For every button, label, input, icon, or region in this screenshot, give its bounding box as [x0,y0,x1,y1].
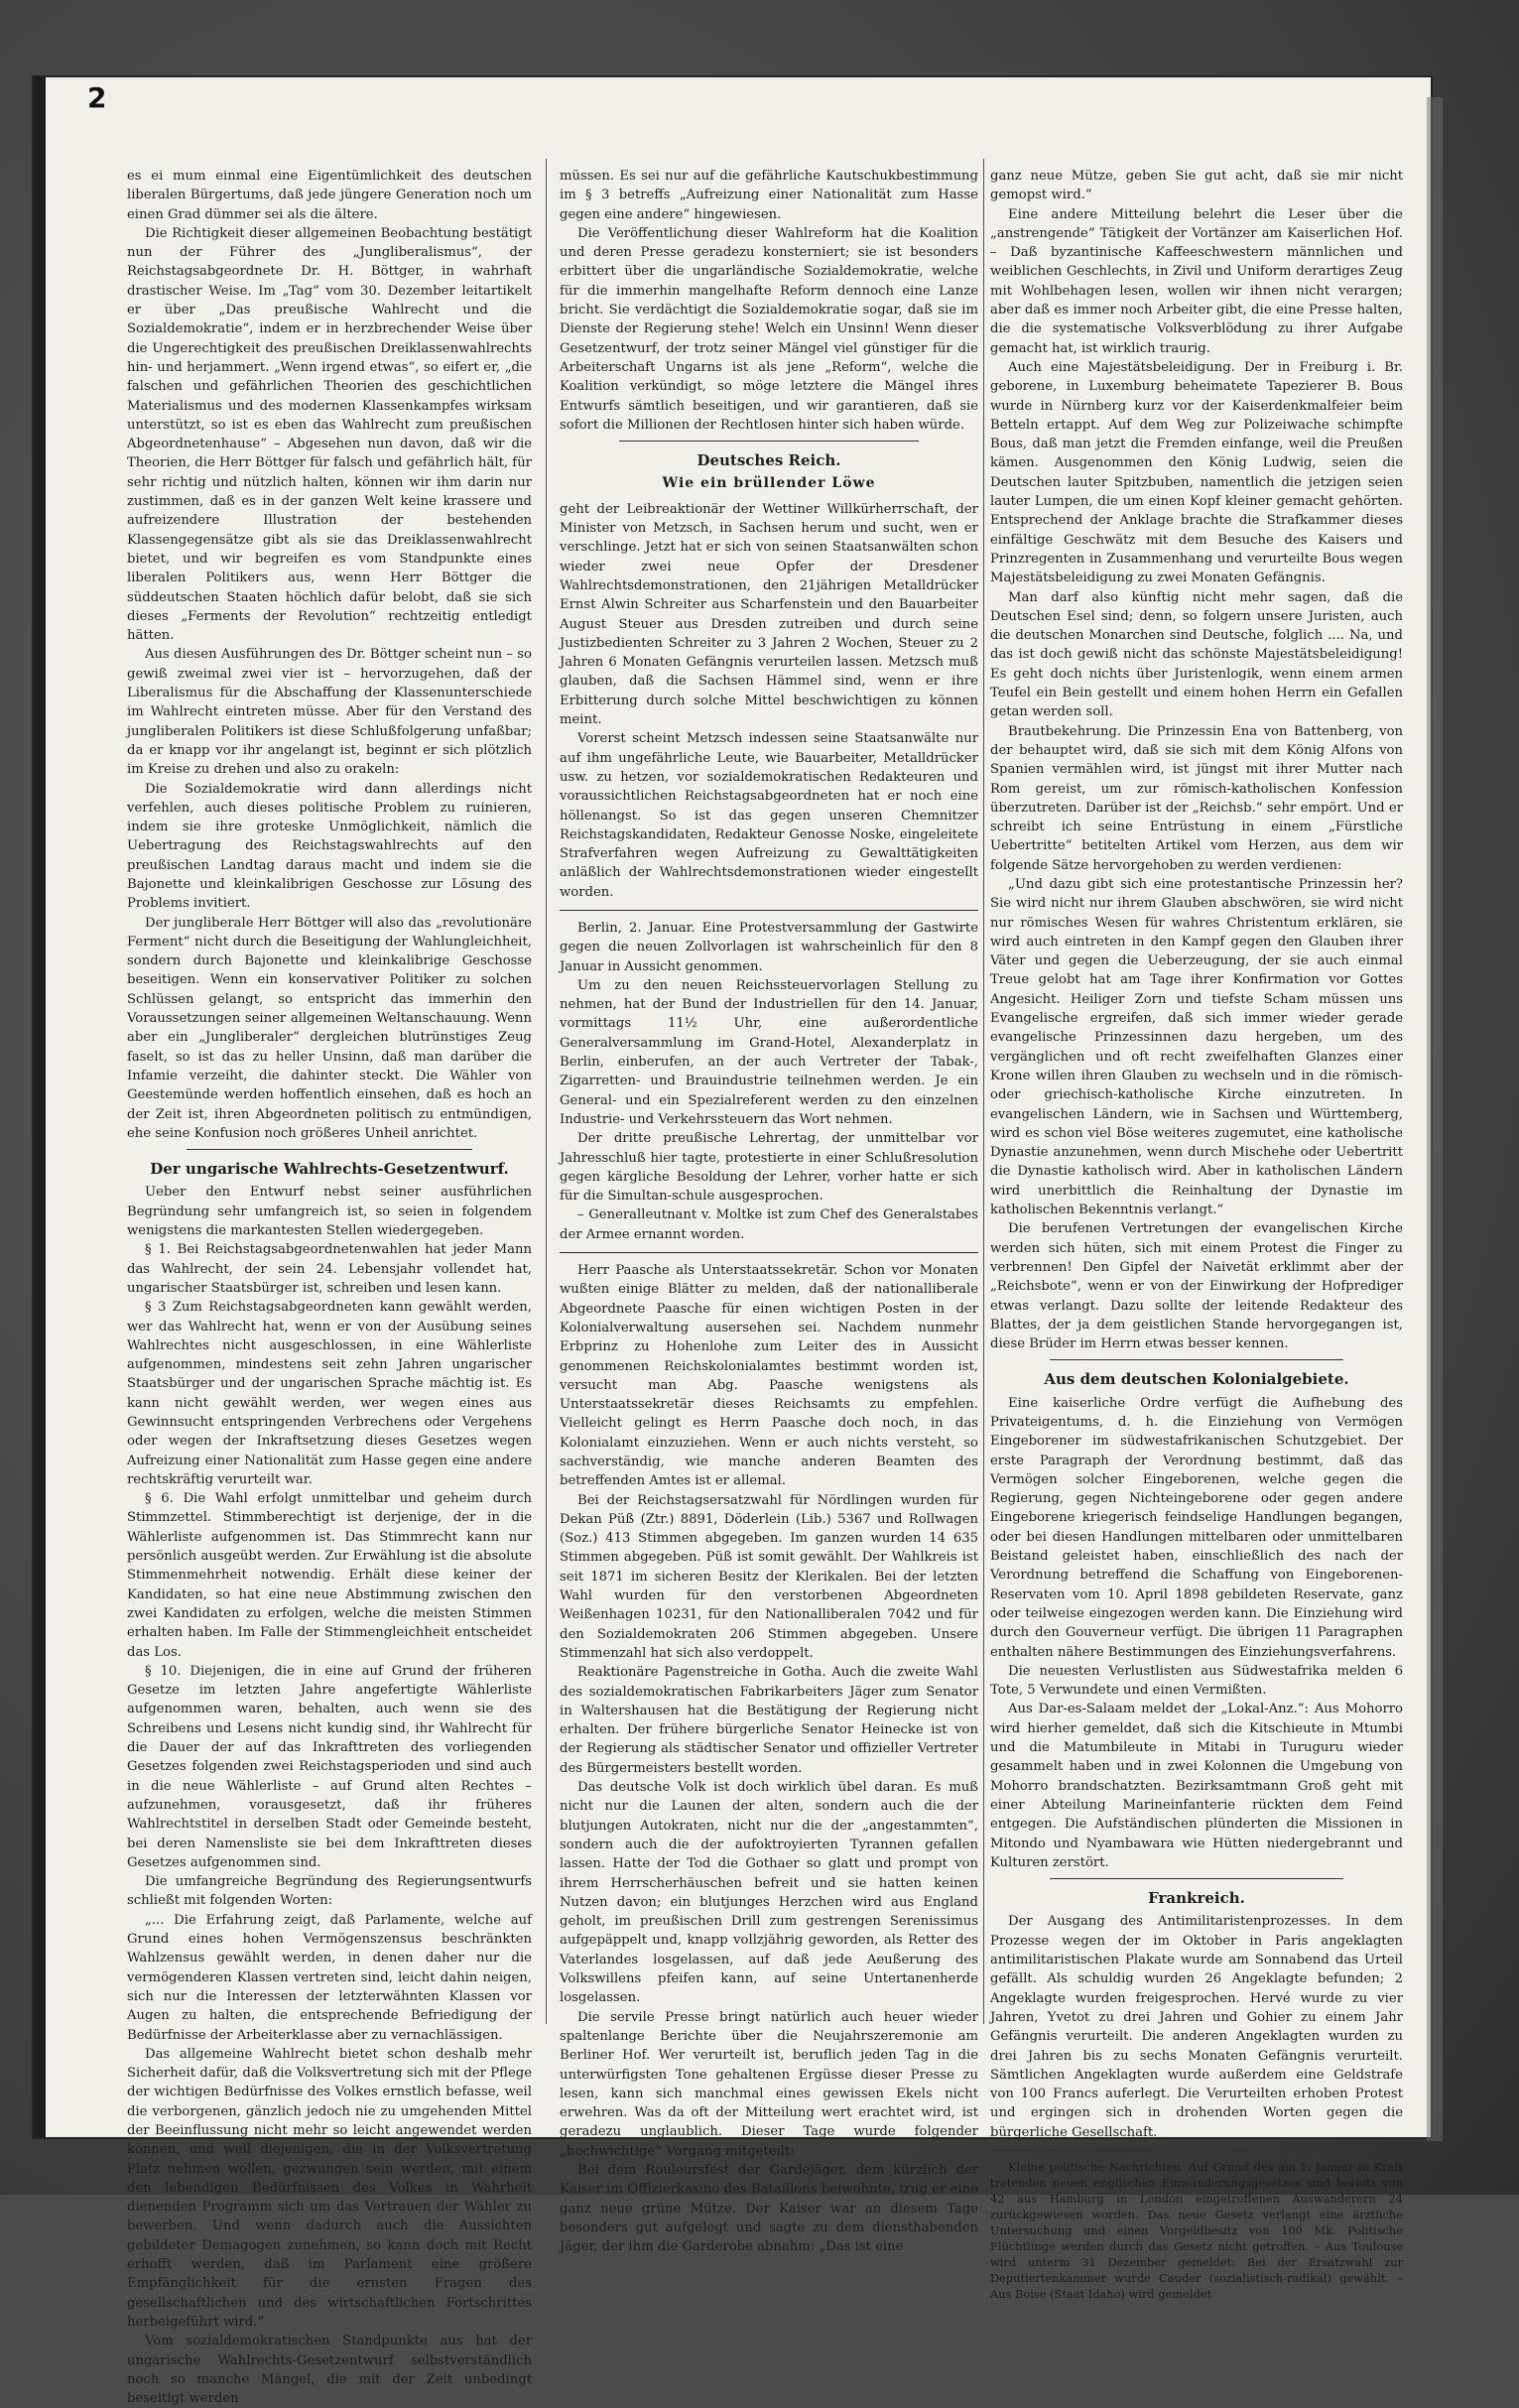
separator [560,910,978,911]
article-paragraph: § 10. Diejenigen, die in eine auf Grund der früheren Gesetze im letzten Jahre angefertigte Wählerliste aufgenommen waren, behalten, auch wenn sie des Schreibens und Lesens nicht kundig sind, ihr Wahlrecht für die Dauer der auf das Inkrafttreten des vorliegenden Gesetzes folgenden zwei Reichstagsperioden und sind auch in die neue Wählerliste – auf Grund alten Rechtes – aufzunehmen, vorausgesetzt, daß ihr früheres Wahlrechtstitel in derselben Stadt oder Gemeinde besteht, bei deren Namensliste sie bei dem Inkrafttreten dieses Gesetzes aufgenommen sind. [127,1663,532,1870]
article-paragraph: Die berufenen Vertretungen der evangelischen Kirche werden sich hüten, sich mit einem Protest die Finger zu verbrennen! Den Gipfel der Naivetät erklimmt aber der „Reichsbote“, wenn er von der Einwirkung der Hofprediger etwas verlangt. Dazu sollte der leitende Redakteur des Blattes, der ja dem geistlichen Stande hervorgegangen ist, diese Brüder im Herrn etwas besser kennen. [990,1221,1403,1352]
page-number: 2 [87,81,107,114]
column-rule [983,159,984,2024]
heading-deutsches-reich: Deutsches Reich. [696,451,841,470]
article-paragraph: Vom sozialdemokratischen Standpunkte aus hat der ungarische Wahlrechts-Gesetzentwurf selbstverständlich noch so manche Mängel, die mit der Zeit unbedingt beseitigt werden [127,2334,532,2407]
article-paragraph: ganz neue Mütze, geben Sie gut acht, daß sie mir nicht gemopst wird.“ [990,169,1403,203]
article-paragraph: geht der Leibreaktionär der Wettiner Willkürherrschaft, der Minister von Metzsch, in Sachsen herum und sucht, wen er verschlinge. Jetzt hat er sich von seinen Staatsanwälten schon wieder zwei neue Opfer der Dresdener Wahlrechtsdemonstrationen, den 21jährigen Metalldrücker Ernst Alwin Schreiter aus Scharfenstein und den Bauarbeiter August Steuer aus Dresden zutreiben und durch seine Justizbedienten Schreiter zu 3 Jahren 2 Wochen, Steuer zu 2 Jahren 6 Monaten Gefängnis verurteilen lassen. Metzsch muß glauben, daß die Sachsen Hämmel sind, wenn er ihre Erbitterung durch solche Mittel beschwichtigen zu können meint. [560,501,978,728]
news-item: Bei der Reichstagsersatzwahl für Nördlingen wurden für Dekan Püß (Ztr.) 8891, Döderlein (Lib.) 5367 und Rollwagen (Soz.) 413 Stimmen abgegeben. Im ganzen wurden 14 635 Stimmen abgegeben. Püß ist somit gewählt. Der Wahlkreis ist seit 1871 im sicheren Besitz der Klerikalen. Bei der letzten Wahl wurden für den verstorbenen Abgeordneten Weißenhagen 10231, für den Nationalliberalen 7042 und für den Sozialdemokraten 206 Stimmen abgegeben. Unsere Stimmenzahl hat sich also verdoppelt. [560,1492,978,1661]
separator [619,441,919,442]
article-paragraph: müssen. Es sei nur auf die gefährliche Kautschukbestimmung im § 3 betreffs „Aufreizung einer Nationalität zum Hasse gegen eine andere“ hingewiesen. [560,169,978,222]
news-item: Auch eine Majestätsbeleidigung. Der in Freiburg i. Br. geborene, in Luxemburg beheimatete Tapezierer B. Bous wurde in Nürnberg kurz vor der Kaiserdenkmalfeier beim Betteln ertappt. Auf dem Weg zur Polizeiwache schimpfte Bous, daß man jetzt die Fremden einfange, weil die Preußen kämen. Ausgenommen den König Ludwig, seien die Deutschen lauter Spitzbuben, namentlich die jetzigen seien lauter Lumpen, die um einen Kopf kleiner gemacht gehörten. Entsprechend der Anklage brachte die Strafkammer dieses einfältige Geschwätz mit dem Besuche des Kaisers und Prinzregenten in Zusammenhang und verurteilte Bous wegen Majestätsbeleidigung zu zwei Monaten Gefängnis. [990,359,1403,586]
separator [1050,1359,1343,1360]
news-item: – Generalleutnant v. Moltke ist zum Chef des Generalstabes der Armee ernannt worden. [560,1207,978,1242]
news-item: Der Ausgang des Antimilitaristenprozesses. In dem Prozesse wegen der im Oktober in Paris angeklagten antimilitaristischen Plakate wurde am Sonnabend das Urteil gefällt. Als schuldig wurden 26 Angeklagte befunden; 2 Angeklagte wurden freigesprochen. Hervé wurde zu vier Jahren, Yvetot zu drei Jahren und Gohier zu einem Jahr Gefängnis verurteilt. Die anderen Angeklagten wurden zu drei Jahren bis zu sechs Monaten Gefängnis verurteilt. Sämtlichen Angeklagten wurde außerdem eine Geldstrafe von 100 Francs auferlegt. Die Verurteilten erhoben Protest und ergingen sich in drohenden Worten gegen die bürgerliche Gesellschaft. [990,1914,1403,2140]
heading-kolonialgebiete: Aus dem deutschen Kolonialgebiete. [1044,1370,1349,1389]
article-paragraph: Die Veröffentlichung dieser Wahlreform hat die Koalition und deren Presse geradezu konsterniert; sie ist besonders erbittert über die ungarländische Sozialdemokratie, welche für die immerhin mangelhafte Reform dennoch eine Lanze bricht. Sie verdächtigt die Sozialdemokratie sogar, daß sie im Dienste der Regierung stehe! Welch ein Unsinn! Wenn dieser Gesetzentwurf, der trotz seiner Mängel viel günstiger für die Arbeiterschaft Ungarns ist als jene „Reform“, welche die Koalition verkündigt, so möge letztere die Mängel ihres Entwurfs sämtlich beseitigen, und wir garantieren, daß sie sofort die Millionen der Rechtlosen hinter sich haben würde. [560,225,978,433]
news-item: Reaktionäre Pagenstreiche in Gotha. Auch die zweite Wahl des sozialdemokratischen Fabrikarbeiters Jäger zum Senator in Waltershausen hat die Bestätigung der Regierung nicht erhalten. Der frühere bürgerliche Senator Heinecke ist von der Regierung als städtischer Senator und offizieller Vertreter des Bürgermeisters bestellt worden. [560,1665,978,1776]
heading-bruellender-loewe: Wie ein brüllender Löwe [662,475,876,492]
article-quote: „... Die Erfahrung zeigt, daß Parlamente, welche auf Grund eines hohen Vermögenszensus beschränkten Wahlzensus gewählt werden, in denen daher nur die vermögenderen Klassen vertreten sind, leicht dahin neigen, sich nur die Interessen der letzterwähnten Klassen vor Augen zu halten, die entsprechende Befriedigung der Bedürfnisse der Arbeiterklasse aber zu vernachlässigen. [127,1912,532,2043]
news-item: Der dritte preußische Lehrertag, der unmittelbar vor Jahresschluß hier tagte, protestierte in einer Schlußresolution gegen kärgliche Besoldung der Lehrer, vorher hatte er sich für die Simultan-schule ausgesprochen. [560,1131,978,1204]
news-item: Eine kaiserliche Ordre verfügt die Aufhebung des Privateigentums, d. h. die Einziehung von Vermögen Eingeborener im südwestafrikanischen Schutzgebiet. Der erste Paragraph der Verordnung bestimmt, daß das Vermögen solcher Eingeborenen, welche gegen die Regierung, gegen Nichteingeborene oder gegen andere Eingeborene kriegerisch feindselige Handlungen begangen, oder bei diesen Handlungen mittelbaren oder unmittelbaren Beistand geleistet haben, einschließlich des nach der Verordnung betreffend die Schaffung von Eingeborenen-Reservaten vom 10. April 1898 gebildeten Reservate, ganz oder teilweise eingezogen werden kann. Die Einziehung wird durch den Gouverneur verfügt. Die übrigen 11 Paragraphen enthalten nähere Bestimmungen des Einziehungsverfahrens. [990,1395,1403,1660]
article-paragraph: § 3 Zum Reichstagsabgeordneten kann gewählt werden, wer das Wahlrecht hat, wenn er von der Ausübung seines Wahlrechtes nicht ausgeschlossen, in eine Wählerliste aufgenommen, mindestens seit zehn Jahren ungarischer Staatsbürger und der ungarischen Sprache mächtig ist. Es kann nicht gewählt werden, wer wegen eines aus Gewinnsucht entspringenden Verbrechens oder Vergehens oder wegen der Inkraftsetzung dieses Gesetzes wegen Aufreizung einer Nationalität zum Hasse gegen eine andere rechtskräftig verurteilt war. [127,1300,532,1487]
separator [187,1149,472,1150]
news-item: Brautbekehrung. Die Prinzessin Ena von Battenberg, von der behauptet wird, daß sie sich mit dem König Alfons von Spanien vermählen wird, ist jüngst mit ihrer Mutter nach Rom gereist, um zur römisch-katholischen Konfession überzutreten. Darüber ist der „Reichsb.“ sehr empört. Und er schreibt ich seine Entrüstung in einem „Fürstliche Uebertritte“ betitelten Artikel vom Herzen, aus dem wir folgende Sätze hervorgehoben zu werden verdienen: [990,723,1403,873]
article-quote: Die Sozialdemokratie wird dann allerdings nicht verfehlen, auch dieses politische Problem zu ruinieren, indem sie ihre groteske Unmöglichkeit, nämlich die Uebertragung des Reichstagswahlrechts auf den preußischen Landtag daraus macht und indem sie die Bajonette und kleinkalibrigen Geschosse zur Lösung des Problems invitiert. [127,781,532,912]
article-paragraph: § 6. Die Wahl erfolgt unmittelbar und geheim durch Stimmzettel. Stimmberechtigt ist derjenige, der in die Wählerliste aufgenommen ist. Das Stimmrecht kann nur persönlich ausgeübt werden. Zur Erwählung ist die absolute Stimmenmehrheit notwendig. Erhält diese keiner der Kandidaten, so hat eine neue Abstimmung zwischen den zwei Kandidaten zu erfolgen, welche die meisten Stimmen erhalten haben. Im Falle der Stimmengleichheit entscheidet das Los. [127,1491,532,1660]
column-rule [546,159,547,2024]
article-paragraph: Ueber den Entwurf nebst seiner ausführlichen Begründung sehr umfangreich ist, so seien in folgendem wenigstens die markantesten Stellen wiedergegeben. [127,1185,532,1239]
news-item: Um zu den neuen Reichssteuervorlagen Stellung zu nehmen, hat der Bund der Industriellen für den 14. Januar, vormittags 11½ Uhr, eine außerordentliche Generalversammlung im Grand-Hotel, Alexanderplatz in Berlin, einberufen, an der auch Vertreter der Tabak-, Zigarretten- und Brauindustrie teilnehmen werden. Je ein General- und ein Spezialreferent werden zu den einzelnen Industrie- und Verkehrssteuern das Wort nehmen. [560,977,978,1127]
separator [990,2150,1403,2151]
article-paragraph: Der jungliberale Herr Böttger will also das „revolutionäre Ferment“ nicht durch die Beseitigung der Wahlungleichheit, sondern durch Bajonette und kleinkalibrige Geschosse beseitigen. Wenn ein konservativer Politiker zu solchen Schlüssen gelangt, so entspricht das immerhin den Voraussetzungen seiner allgemeinen Weltanschauung. Wenn aber ein „Jungliberaler“ dergleichen blutrünstiges Zeug faselt, so ist das zu heller Unsinn, daß man darüber die Infamie verzeiht, die dahinter steckt. Die Wähler von Geestemünde werden hoffentlich einsehen, daß es hoch an der Zeit ist, ihren Abgeordneten politisch zu entmündigen, ehe seine Konfusion noch größeres Unheil anrichtet. [127,915,532,1141]
heading-ungarische-wahlrecht: Der ungarische Wahlrechts-Gesetzentwurf. [150,1160,509,1179]
article-quote: Das allgemeine Wahlrecht bietet schon deshalb mehr Sicherheit dafür, daß die Volksvertretung sich mit der Pflege der wichtigen Bedürfnisse des Volkes ernstlich befasse, weil die verborgenen, gänzlich jedoch nie zu umgehenden Mittel der Beeinflussung nicht mehr so leicht angewendet werden können, und weil diejenigen, die in der Volksvertretung Platz nehmen wollen, gezwungen sein werden, mit einem den lebendigen Bedürfnissen des Volkes in Wahrheit dienenden Programm sich um das Vertrauen der Wähler zu bewerben. Und wenn dadurch auch die Aussichten gebildeter Demagogen zunehmen, so kann doch mit Recht erhofft werden, daß im Parlament eine größere Empfänglichkeit für die ernsten Fragen des gesellschaftlichen und des wirtschaftlichen Fortschrittes herbeigeführt wird.“ [127,2046,532,2330]
news-item: Bei dem Rouleursfest der Gardejäger, dem kürzlich der Kaiser im Offizierkasino des Bataillons beiwohnte, trug er eine ganz neue grüne Mütze. Der Kaiser war an diesem Tage besonders gut aufgelegt und sagte zu dem diensthabenden Jäger, der ihm die Garderobe abnahm: „Das ist eine [560,2162,978,2255]
article-paragraph: Eine andere Mitteilung belehrt die Leser über die „anstrengende“ Tätigkeit der Vortänzer am Kaiserlichen Hof. – Daß byzantinische Kaffeeschwestern männlichen und weiblichen Geschlechts, in Zivil und Uniform derartiges Zeug mit Wohlbehagen lesen, wollen wir ihnen nicht verargen; aber daß es immer noch Arbeiter gibt, die eine Presse halten, die die systematische Volksverblödung zu ihrer Aufgabe gemacht hat, ist wirklich traurig. [990,206,1403,356]
article-paragraph: Die umfangreiche Begründung des Regierungsentwurfs schließt mit folgenden Worten: [127,1874,532,1909]
column-1 [127,167,532,2407]
column-2 [560,167,978,2255]
small-news: Kleine politische Nachrichten. Auf Grund des am 1. Januar in Kraft tretenden neuen englischen Einwanderungsgesetzes sind bereits von 42 aus Hamburg in London eingetroffenen Auswanderern 24 zurückgewiesen worden. Das neue Gesetz verlangt eine ärztliche Untersuchung und einen Vorgeldbesitz von 100 Mk. Politische Flüchtlinge werden durch das Gesetz nicht getroffen. – Aus Toulouse wird unterm 31 Dezember gemeldet: Bei der Ersatzwahl zur Deputiertenkammer wurde Cauder (sozialistisch-radikal) gewählt. – Aus Boise (Staat Idaho) wird gemeldet [990,2159,1403,2301]
heading-frankreich: Frankreich. [1148,1889,1245,1908]
separator [560,1252,978,1253]
article-paragraph: es ei mum einmal eine Eigentümlichkeit des deutschen liberalen Bürgertums, daß jede jüngere Generation noch um einen Grad dümmer sei als die ältere. [127,169,532,222]
news-item: Berlin, 2. Januar. Eine Protestversammlung der Gastwirte gegen die neuen Zollvorlagen ist wahrscheinlich für den 8 Januar in Aussicht genommen. [560,920,978,974]
article-paragraph: Man darf also künftig nicht mehr sagen, daß die Deutschen Esel sind; denn, so folgern unsere Juristen, auch die deutschen Monarchen sind Deutsche, folglich .... Na, und das ist doch gewiß nicht das schönste Majestätsbeleidigung! Es geht doch nichts über Juristenlogik, wenn einem armen Teufel ein Bein gestellt und einem hohen Herrn ein Gefallen getan werden soll. [990,589,1403,720]
news-item: Das deutsche Volk ist doch wirklich übel daran. Es muß nicht nur die Launen der alten, sondern auch die der blutjungen Autokraten, nicht nur die der „angestammten“, sondern auch die der aufoktroyierten Tyrannen gefallen lassen. Hatte der Tod die Gothaer so glatt und prompt von ihrem Herrscherhäuschen befreit und sie hatten keinen Nutzen davon; ein blutjunges Herzchen wird aus England geholt, im preußischen Drill zum gestrengen Serenissimus aufgepäppelt und, knapp vollzjährig geworden, als Retter des Vaterlandes losgelassen, auf daß jede Aeußerung des Volkswillens pfeifen kann, auf seine Untertanenherde losgelassen. [560,1780,978,2006]
news-item: Aus Dar-es-Salaam meldet der „Lokal-Anz.“: Aus Mohorro wird hierher gemeldet, daß sich die Kitschieute in Mtumbi und die Matumbileute in Mitabi in Turuguru wieder gesammelt haben und in zwei Kolonnen die Umgebung von Mohorro brandschatzten. Bezirksamtmann Groß geht mit einer Abteilung Marineinfanterie rückten dem Feind entgegen. Die Aufständischen plünderten die Missionen in Mitondo und Nyambawara wie Hütten niedergebrannt und Kulturen zerstört. [990,1702,1403,1870]
news-item: Herr Paasche als Unterstaatssekretär. Schon vor Monaten wußten einige Blätter zu melden, daß der nationalliberale Abgeordnete Paasche für einen wichtigen Posten in der Kolonialverwaltung ausersehen sei. Nachdem nunmehr Erbprinz zu Hohenlohe zum Leiter des in Aussicht genommenen Reichskolonialamtes bestimmt worden ist, versucht man Abg. Paasche wenigstens als Unterstaatssekretär dieses Reichsamts zu empfehlen. Vielleicht gelingt es Herrn Paasche doch noch, in das Kolonialamt einzuziehen. Wenn er auch nichts versteht, so sachverständig, wie manche anderen Beamten des betreffenden Amtes ist er allemal. [560,1263,978,1489]
news-item: Die neuesten Verlustlisten aus Südwestafrika melden 6 Tote, 5 Verwundete und einen Vermißten. [990,1663,1403,1699]
separator [1050,1878,1343,1879]
article-paragraph: Vorerst scheint Metzsch indessen seine Staatsanwälte nur auf ihm ungefährliche Leute, wie Bauarbeiter, Metalldrücker usw. zu hetzen, vor sozialdemokratischen Redakteuren und voraussichtlichen Reichstagsabgeordneten hat er noch eine höllenangst. So ist das gegen unseren Chemnitzer Reichstagskandidaten, Redakteur Genosse Noske, eingeleitete Strafverfahren wegen Aufreizung zu Gewalttätigkeiten anläßlich der Wahlrechtsdemonstrationen wieder eingestellt worden. [560,731,978,900]
article-paragraph: § 1. Bei Reichstagsabgeordnetenwahlen hat jeder Mann das Wahlrecht, der sein 24. Lebensjahr vollendet hat, ungarischer Staatsbürger ist, schreiben und lesen kann. [127,1242,532,1296]
column-3 [990,167,1403,2301]
article-quote: „Und dazu gibt sich eine protestantische Prinzessin her? Sie wird nicht nur ihrem Glauben abschwören, sie wird nicht nur römisches Wesen für wahres Christentum erklären, sie wird auch eintreten in den Kampf gegen den Glauben ihrer Väter und gegen die Ueberzeugung, der sie auch einmal Treue gelobt hat am Tage ihrer Konfirmation vor Gottes Angesicht. Heiliger Zorn und tiefste Scham müssen uns Evangelische ergreifen, daß sich immer wieder gerade evangelische Prinzessinnen dazu hergeben, um des vergänglichen und oft recht zweifelhaften Glanzes einer Krone willen ihren Glauben zu wechseln und in die römisch- oder griechisch-katholische Kirche einzutreten. In evangelischen Ländern, wie in Sachsen und Württemberg, wird es schon viel Böse weiteres zugemutet, eine katholische Dynastie anzunehmen, wenn durch Mischehe oder Uebertritt die Dynastie katholisch wird. Aber in katholischen Ländern wird unerbittlich die Reinhaltung der Dynastie im katholischen Bekenntnis verlangt.“ [990,876,1403,1218]
article-paragraph: Aus diesen Ausführungen des Dr. Böttger scheint nun – so gewiß zweimal zwei vier ist – hervorzugehen, daß der Liberalismus für die Abschaffung der Klassenunterschiede im Wahlrecht eintreten müsse. Aber für den Verstand des jungliberalen Politikers ist diese Schlußfolgerung unfaßbar; da er knapp vor ihr angelangt ist, beginnt er sich plötzlich im Kreise zu drehen und also zu orakeln: [127,647,532,778]
news-item: Die servile Presse bringt natürlich auch heuer wieder spaltenlange Berichte über die Neujahrszeremonie am Berliner Hof. Wer verurteilt ist, beruflich jeden Tag in die unterwürfigsten Tone gehaltenen Ergüsse dieser Presse zu lesen, kann sich manchmal eines gewissen Ekels nicht erwehren. Was da oft der Mitteilung wert erachtet wird, ist geradezu unglaublich. Dieser Tage wurde folgender „hochwichtige“ Vorgang mitgeteilt: [560,2009,978,2159]
article-paragraph: Die Richtigkeit dieser allgemeinen Beobachtung bestätigt nun der Führer des „Jungliberalismus“, der Reichstagsabgeordnete Dr. H. Böttger, in wahrhaft drastischer Weise. Im „Tag“ vom 30. Dezember leitartikelt er über „Das preußische Wahlrecht und die Sozialdemokratie“, indem er in herzbrechender Weise über die Ungerechtigkeit des preußischen Dreiklassenwahlrechts hin- und herjammert. „Wenn irgend etwas“, so eifert er, „die falschen und gefährlichen Theorien des geschichtlichen Materialismus und des modernen Klassenkampfes wirksam unterstützt, so ist es eben das Wahlrecht zum preußischen Abgeordnetenhause“ – Abgesehen nun davon, daß wir die Theorien, die Herr Böttger für falsch und gefährlich hält, für sehr richtig und nützlich halten, können wir ihm darin nur zustimmen, daß es in der ganzen Welt keine krassere und aufreizendere Illustration der bestehenden Klassengegensätze gibt als sie das Dreiklassenwahlrecht bietet, und wir begreifen es vom Standpunkte eines liberalen Politikers aus, wenn Herr Böttger die süddeutschen Staaten höchlich dafür belobt, daß sie sich dieses „Ferments der Revolution“ rechtzeitig entledigt hätten. [127,225,532,644]
